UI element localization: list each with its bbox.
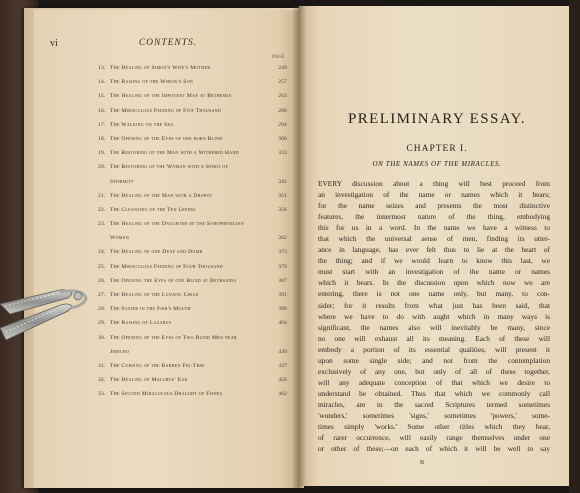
essay-line: sider; for it results from what just has been said, that: [318, 300, 550, 310]
toc-entry: [98, 76, 290, 90]
essay-line: features, the innermost nature of the thing, embodying: [318, 212, 550, 222]
toc-entry-page: 391: [278, 292, 287, 298]
toc-entry-number: 16.: [98, 107, 106, 114]
essay-line: embody a portion of its essential qualities, will present it: [318, 344, 550, 354]
toc-entry: [98, 232, 290, 246]
toc-entry: [98, 346, 290, 360]
book-gutter: [292, 6, 306, 488]
toc-entry-number: 22.: [98, 206, 106, 213]
toc-entry-number: 14.: [98, 79, 106, 86]
essay-line: which it bears. In the discussion upon which now we are: [318, 278, 550, 288]
toc-entry: [98, 161, 290, 175]
toc-entry-title: The Restoring of the Man with a Withered Hand: [110, 150, 239, 157]
toc-entry-page: 398: [278, 306, 287, 313]
essay-line: exclusively of any one, but only of all of these together,: [318, 366, 550, 376]
essay-line: will any adequate conception of that which we desire to: [318, 377, 550, 387]
essay-line: significant, the names also will inevitably be many, since: [318, 322, 550, 332]
toc-entry-page: 294: [278, 121, 287, 128]
essay-line: no one will exhaust all its meaning. Each of these will: [318, 333, 550, 343]
toc-entry-title: Infirmity: [110, 178, 134, 185]
toc-entry-number: 32.: [98, 377, 106, 384]
toc-entry-page: 249: [278, 65, 287, 71]
toc-entry-number: 19.: [98, 150, 106, 157]
book-cover-right: [569, 0, 580, 493]
toc-entry-page: 462: [278, 391, 287, 398]
contents-list: [98, 62, 290, 403]
toc-entry-title: The Healing of the Man with a Dropsy: [110, 192, 213, 199]
toc-entry-title: The Restoring of the Woman with a Spirit of: [110, 164, 229, 171]
toc-entry-page: 387: [278, 277, 287, 284]
toc-entry: [98, 261, 290, 275]
toc-entry-number: 20.: [98, 164, 106, 171]
toc-entry-number: 33.: [98, 391, 106, 398]
toc-entry-page: 263: [278, 93, 287, 100]
toc-entry-number: 27.: [98, 292, 106, 298]
toc-entry-number: 25.: [98, 263, 106, 270]
folio-number: vi: [50, 38, 58, 49]
essay-line: this for us in a word. In the name we have a witness to: [318, 223, 550, 233]
toc-entry-number: 13.: [98, 65, 106, 71]
toc-entry: [98, 176, 290, 190]
essay-title: PRELIMINARY ESSAY.: [347, 111, 527, 127]
essay-line: the thing; and if we would learn to know this last, we: [318, 256, 550, 266]
toc-entry: [98, 90, 290, 104]
toc-entry-page: 430: [278, 348, 287, 355]
toc-entry-number: 23.: [98, 221, 106, 228]
toc-entry-title: The Healing of Malchus' Ear: [110, 377, 188, 384]
chapter-subtitle: ON THE NAMES OF THE MIRACLES.: [372, 160, 502, 168]
toc-entry-title: The Opening the Eyes of one Blind at Bethsaida: [110, 277, 237, 284]
toc-entry-title: The Miraculous Feeding of Five Thousand: [110, 107, 222, 114]
toc-entry-title: The Opening of the Eyes of Two Blind Men near: [110, 334, 237, 341]
essay-line: must start with an investigation of the name or names: [318, 267, 550, 277]
toc-entry-page: 341: [278, 178, 287, 185]
toc-entry-number: 26.: [98, 277, 106, 284]
essay-line: times simply 'works.' Some other titles which they bear,: [318, 422, 550, 432]
toc-entry-title: The Walking on the Sea: [110, 121, 174, 128]
essay-line: 'wonders,' sometimes 'signs,' sometimes 'powers,' some-: [318, 410, 550, 420]
toc-entry: [98, 289, 290, 303]
toc-entry-title: The Healing of the Impotent Man at Bethesda: [110, 93, 232, 100]
toc-entry-page: 351: [278, 192, 287, 199]
toc-entry-page: 379: [278, 263, 287, 270]
chapter-heading: CHAPTER I.: [406, 144, 468, 154]
toc-entry: [98, 218, 290, 232]
toc-entry-title: The Opening of the Eyes of one born Blind: [110, 135, 223, 142]
essay-line: of rarer occurrence, will easily range themselves under one: [318, 433, 550, 443]
toc-entry-title: Woman: [110, 235, 130, 242]
toc-entry-page: 437: [278, 362, 287, 369]
toc-entry-number: 21.: [98, 192, 106, 199]
toc-entry-title: The Cleansing of the Ten Lepers: [110, 206, 196, 213]
toc-entry-page: 280: [278, 107, 287, 114]
essay-line: understand be obtained. Thus that which we commonly call: [318, 388, 550, 398]
toc-entry: [98, 332, 290, 346]
toc-entry-page: 306: [278, 135, 287, 142]
essay-line: upon some single side; and not from the contemplation: [318, 355, 550, 365]
signature-mark: B: [420, 460, 425, 466]
toc-entry-number: 31.: [98, 362, 106, 369]
toc-entry: [98, 105, 290, 119]
toc-entry-title: The Healing of one Deaf and Dumb: [110, 249, 203, 256]
essay-line: entering, there is not one name only, but many, to con-: [318, 289, 550, 299]
toc-entry: [98, 317, 290, 331]
page-column-label: PAGE: [272, 55, 285, 60]
essay-line: for the name seizes and presents the most distinctive: [318, 201, 550, 211]
toc-entry: [98, 275, 290, 289]
toc-entry: [98, 303, 290, 317]
toc-entry-title: The Second Miraculous Draught of Fishes: [110, 391, 223, 398]
toc-entry: [98, 374, 290, 388]
toc-entry-page: 362: [278, 235, 287, 242]
left-page-header: [50, 38, 286, 54]
toc-entry: [98, 388, 290, 402]
running-title: CONTENTS.: [138, 38, 198, 48]
toc-entry: [98, 190, 290, 204]
toc-entry: [98, 204, 290, 218]
toc-entry-title: The Raising of the Widow's Son: [110, 79, 194, 86]
toc-entry-title: Jericho: [110, 348, 130, 355]
toc-entry-title: The Stater in the Fish's Mouth: [110, 306, 191, 313]
toc-entry-number: 15.: [98, 93, 106, 100]
toc-entry-number: 18.: [98, 135, 106, 142]
toc-entry-page: 373: [278, 249, 287, 256]
essay-line: or other of these;—on each of which it will be well to say: [318, 444, 550, 454]
toc-entry-page: 356: [278, 206, 287, 213]
toc-entry: [98, 147, 290, 161]
essay-body: [318, 178, 550, 454]
essay-line: EVERY discussion about a thing will best proceed from: [318, 179, 550, 188]
toc-entry: [98, 119, 290, 133]
toc-entry-title: The Miraculous Feeding of Four Thousand: [110, 263, 223, 270]
toc-entry-number: 17.: [98, 121, 106, 128]
toc-entry-number: 24.: [98, 249, 106, 256]
toc-entry: [98, 246, 290, 260]
toc-entry-page: 456: [278, 377, 287, 384]
essay-line: an investigation of the name or names which it bears;: [318, 190, 550, 200]
toc-entry-page: 404: [278, 320, 287, 327]
toc-entry-title: The Healing of the Daughter of the Syrophenician: [110, 221, 244, 228]
toc-entry: [98, 62, 290, 76]
toc-entry-number: 28.: [98, 306, 106, 313]
toc-entry-title: The Healing of Simon's Wife's Mother: [110, 65, 211, 71]
toc-entry-page: 257: [278, 79, 287, 86]
essay-line: where we have to do with aught which in many ways is: [318, 311, 550, 321]
toc-entry: [98, 360, 290, 374]
toc-entry-title: The Healing of the Lunatic Child: [110, 292, 199, 298]
toc-entry-title: The Raising of Lazarus: [110, 320, 172, 327]
toc-entry-title: The Cursing of the Barren Fig-Tree: [110, 362, 205, 369]
silver-tongs-icon: [0, 284, 96, 344]
toc-entry-number: 30.: [98, 334, 106, 341]
essay-line: that which the universal sense of men, finding its utter-: [318, 234, 550, 244]
essay-line: ance in language, has ever felt thus to lie at the heart of: [318, 245, 550, 255]
toc-entry: [98, 133, 290, 147]
toc-entry-number: 29.: [98, 320, 106, 327]
essay-line: miracles, are in the sacred Scriptures termed sometimes: [318, 399, 550, 409]
toc-entry-page: 333: [278, 150, 287, 157]
